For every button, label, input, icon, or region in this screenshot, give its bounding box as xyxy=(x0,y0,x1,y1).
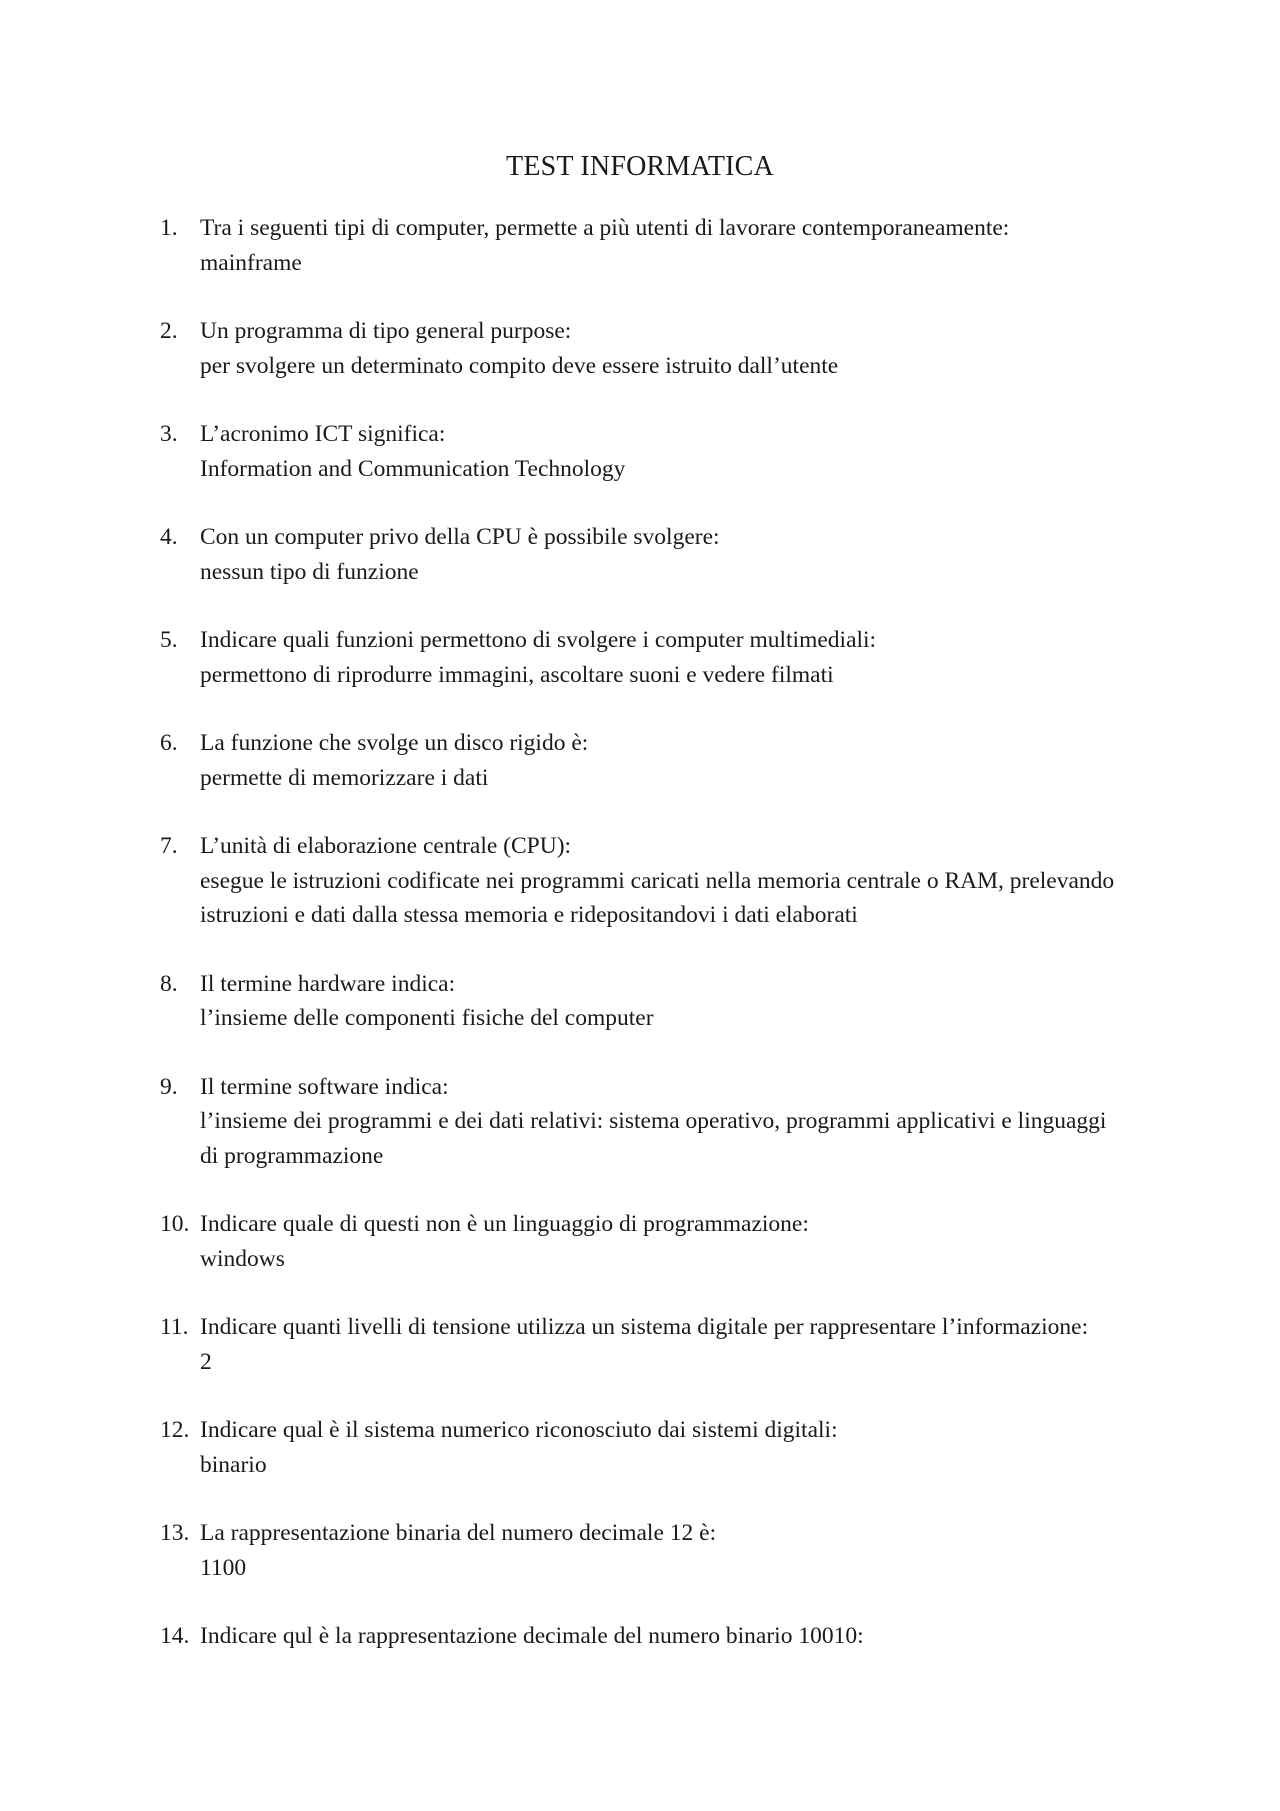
question-text: Indicare quali funzioni permettono di svolgere i computer multimediali: xyxy=(200,627,877,653)
question-answer: l’insieme dei programmi e dei dati relativi: sistema operativo, programmi applicativi e linguaggi di programmazione xyxy=(200,1108,1107,1169)
question-text: La funzione che svolge un disco rigido è: xyxy=(200,730,589,756)
question-text: Con un computer privo della CPU è possibile svolgere: xyxy=(200,524,720,550)
question-text: Un programma di tipo general purpose: xyxy=(200,318,572,344)
question-number: 1. xyxy=(160,215,178,241)
question-number: 3. xyxy=(160,421,178,447)
question-text: Indicare qual è il sistema numerico riconosciuto dai sistemi digitali: xyxy=(200,1417,838,1443)
question-answer: 1100 xyxy=(200,1554,247,1581)
question-answer: Information and Communication Technology xyxy=(200,455,626,482)
question-item xyxy=(160,520,1120,589)
question-text: Il termine software indica: xyxy=(200,1073,449,1100)
question-number: 9. xyxy=(160,1073,178,1100)
question-number: 14. xyxy=(160,1623,190,1649)
question-answer: per svolgere un determinato compito deve essere istruito dall’utente xyxy=(200,352,839,379)
question-answer: mainframe xyxy=(200,249,302,276)
question-item xyxy=(160,1070,1120,1174)
question-number: 7. xyxy=(160,833,178,859)
question-number: 11. xyxy=(160,1314,189,1340)
question-answer: binario xyxy=(200,1451,267,1478)
question-answer: 2 xyxy=(200,1348,212,1375)
question-item xyxy=(160,1207,1120,1276)
question-answer: esegue le istruzioni codificate nei programmi caricati nella memoria centrale o RAM, prelevando istruzioni e dati dalla stessa memoria e ridepositandovi i dati elaborati xyxy=(200,867,1115,928)
question-item xyxy=(160,314,1120,383)
question-item xyxy=(160,623,1120,692)
question-item xyxy=(160,1413,1120,1482)
question-number: 6. xyxy=(160,730,178,756)
question-list xyxy=(160,211,1120,1688)
question-text: Indicare qul è la rappresentazione decimale del numero binario 10010: xyxy=(200,1623,864,1649)
question-item xyxy=(160,967,1120,1036)
question-number: 10. xyxy=(160,1211,190,1237)
question-text: La rappresentazione binaria del numero decimale 12 è: xyxy=(200,1520,717,1546)
question-item xyxy=(160,1516,1120,1585)
question-text: Tra i seguenti tipi di computer, permette a più utenti di lavorare contemporaneamente: xyxy=(200,215,1010,241)
question-answer: windows xyxy=(200,1245,285,1272)
question-number: 2. xyxy=(160,318,178,344)
question-text: Il termine hardware indica: xyxy=(200,970,456,997)
question-text: L’unità di elaborazione centrale (CPU): xyxy=(200,833,572,859)
question-answer: permette di memorizzare i dati xyxy=(200,764,489,791)
question-item xyxy=(160,1619,1120,1654)
question-item xyxy=(160,1310,1120,1379)
question-item xyxy=(160,417,1120,486)
question-text: L’acronimo ICT significa: xyxy=(200,421,446,447)
question-number: 5. xyxy=(160,627,178,653)
question-item xyxy=(160,829,1120,933)
question-answer: permettono di riprodurre immagini, ascoltare suoni e vedere filmati xyxy=(200,661,834,688)
question-text: Indicare quale di questi non è un linguaggio di programmazione: xyxy=(200,1211,809,1237)
question-number: 4. xyxy=(160,524,178,550)
question-answer: nessun tipo di funzione xyxy=(200,558,419,585)
question-item xyxy=(160,211,1120,280)
question-text: Indicare quanti livelli di tensione utilizza un sistema digitale per rappresentare l’informazione: xyxy=(200,1314,1089,1340)
question-number: 12. xyxy=(160,1417,190,1443)
page-title: TEST INFORMATICA xyxy=(506,151,774,182)
question-number: 13. xyxy=(160,1520,190,1546)
question-item xyxy=(160,726,1120,795)
question-answer: l’insieme delle componenti fisiche del computer xyxy=(200,1005,654,1031)
question-number: 8. xyxy=(160,970,178,997)
